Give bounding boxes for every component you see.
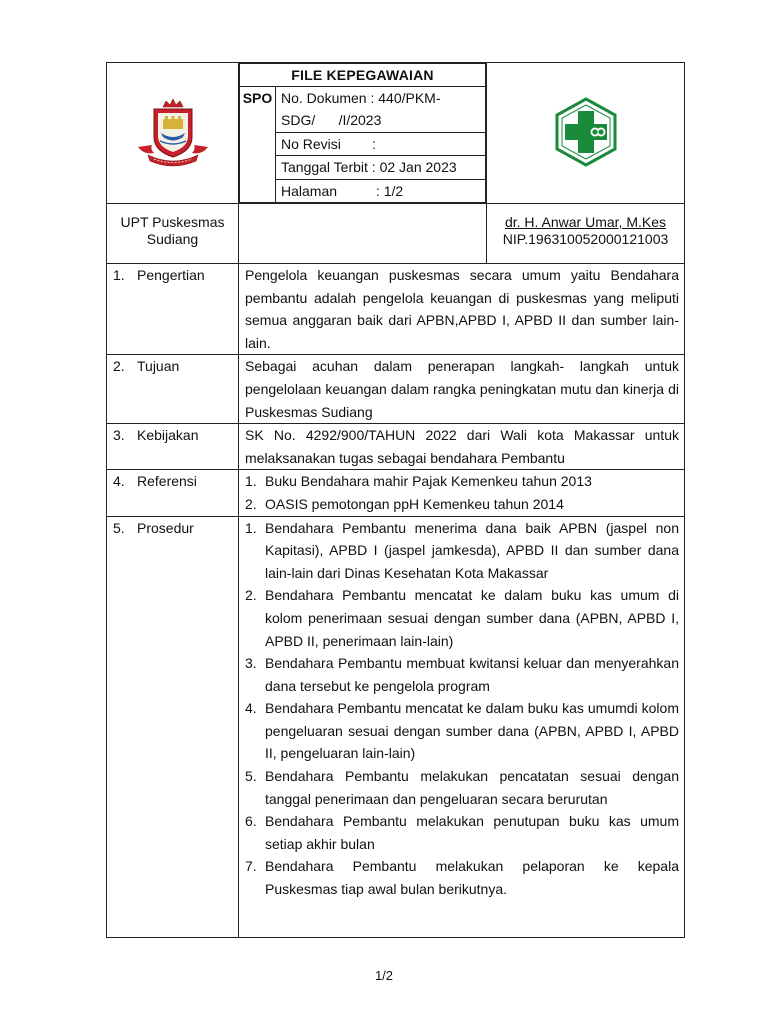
page-number: 1/2 xyxy=(374,968,394,983)
item-text: Bendahara Pembantu melakukan pencatatan sesuai dengan tanggal penerimaan dan pengeluaran secara berurutan xyxy=(265,768,679,807)
unit-name-line2: Sudiang xyxy=(146,231,199,247)
referensi-list xyxy=(245,470,679,515)
item-text: Bendahara Pembantu melakukan pelaporan ke kepala Puskesmas tiap awal bulan berikutnya. xyxy=(265,858,679,898)
list-item xyxy=(245,855,679,900)
section-row-kebijakan xyxy=(107,424,685,470)
section-label-kebijakan xyxy=(107,424,239,470)
section-title: Pengertian xyxy=(137,267,205,283)
prosedur-list xyxy=(245,517,679,901)
item-text: Buku Bendahara mahir Pajak Kemenkeu tahun 2013 xyxy=(265,473,592,490)
header-info-cell xyxy=(239,63,487,204)
item-text: Bendahara Pembantu mencatat ke dalam buku kas umumdi kolom pengeluaran sesuai dengan sumber dana (APBN, APBD I, APBD II, pengeluaran lain-lain) xyxy=(265,700,679,762)
no-dokumen-line2: SDG/ /I/2023 xyxy=(281,112,382,128)
puskesmas-green-cross-logo xyxy=(551,97,621,167)
header-row xyxy=(107,63,685,204)
item-number: 7. xyxy=(245,858,257,875)
list-item xyxy=(245,697,679,765)
document-title: FILE KEPEGAWAIAN xyxy=(240,64,486,87)
header-info-table xyxy=(239,63,486,203)
item-text: Bendahara Pembantu mencatat ke dalam buku kas umum di kolom penerimaan sesuai dengan sumber dana (APBN, APBD I, APBD II, penerimaan lain-lain) xyxy=(265,587,679,649)
section-title: Prosedur xyxy=(137,519,194,536)
list-item xyxy=(245,810,679,855)
section-number: 4. xyxy=(113,473,125,490)
tanggal-terbit: Tanggal Terbit : 02 Jan 2023 xyxy=(276,156,486,180)
signature-blank xyxy=(239,204,487,264)
unit-name-line1: UPT Puskesmas xyxy=(120,214,225,230)
section-list-referensi xyxy=(239,470,685,516)
signatory-block xyxy=(487,204,685,264)
section-title: Tujuan xyxy=(137,358,180,375)
section-number: 1. xyxy=(113,267,125,283)
section-row-tujuan xyxy=(107,355,685,424)
list-item xyxy=(245,517,679,585)
section-text-tujuan: Sebagai acuhan dalam penerapan langkah- langkah untuk pengelolaan keuangan dalam rangka peningkatan mutu dan kinerja di Puskesmas Sudiang xyxy=(239,355,685,424)
section-text-pengertian: Pengelola keuangan puskesmas secara umum yaitu Bendahara pembantu adalah pengelola keuangan di puskesmas yang meliputi semua anggaran baik dari APBN,APBD I, APBD II dan sumber lain-lain. xyxy=(239,264,685,355)
halaman: Halaman : 1/2 xyxy=(276,180,486,203)
left-logo-cell xyxy=(107,63,239,204)
list-item xyxy=(245,652,679,697)
section-row-pengertian xyxy=(107,264,685,355)
section-label-referensi xyxy=(107,470,239,516)
section-text-kebijakan: SK No. 4292/900/TAHUN 2022 dari Wali kota Makassar untuk melaksanakan tugas sebagai bendahara Pembantu xyxy=(239,424,685,470)
item-number: 6. xyxy=(245,813,257,830)
signatory-nip: NIP.196310052000121003 xyxy=(502,231,669,247)
list-item xyxy=(245,470,679,493)
item-text: Bendahara Pembantu membuat kwitansi keluar dan menyerahkan dana tersebut ke pengelola program xyxy=(265,655,679,694)
signatory-name: dr. H. Anwar Umar, M.Kes xyxy=(504,214,667,230)
item-number: 1. xyxy=(245,473,257,490)
item-number: 4. xyxy=(245,700,257,717)
item-number: 3. xyxy=(245,655,257,672)
section-row-prosedur xyxy=(107,516,685,937)
section-list-prosedur xyxy=(239,516,685,937)
section-row-referensi xyxy=(107,470,685,516)
item-number: 1. xyxy=(245,519,257,536)
list-item xyxy=(245,584,679,652)
signatory-row xyxy=(107,204,685,264)
section-label-tujuan xyxy=(107,355,239,424)
no-revisi: No Revisi : xyxy=(276,133,486,156)
item-text: Bendahara Pembantu menerima dana baik APBN (jaspel non Kapitasi), APBD I (jaspel jamkesda), APBD II dan sumber dana lain-lain dari Dinas Kesehatan Kota Makassar xyxy=(265,519,679,581)
item-number: 2. xyxy=(245,587,257,604)
unit-name xyxy=(107,204,239,264)
city-emblem-logo xyxy=(136,97,210,167)
spo-document-table xyxy=(106,62,685,938)
section-number: 5. xyxy=(113,519,125,536)
no-dokumen-line1: No. Dokumen : 440/PKM- xyxy=(281,90,441,106)
section-number: 2. xyxy=(113,358,125,375)
item-number: 5. xyxy=(245,768,257,785)
section-label-pengertian xyxy=(107,264,239,355)
section-number: 3. xyxy=(113,427,125,444)
section-title: Referensi xyxy=(137,473,197,490)
list-item xyxy=(245,493,679,516)
item-text: OASIS pemotongan ppH Kemenkeu tahun 2014 xyxy=(265,495,564,512)
item-number: 2. xyxy=(245,495,257,512)
section-title: Kebijakan xyxy=(137,427,199,444)
section-label-prosedur xyxy=(107,516,239,937)
list-item xyxy=(245,765,679,810)
right-logo-cell xyxy=(487,63,685,204)
no-dokumen xyxy=(276,87,486,133)
item-text: Bendahara Pembantu melakukan penutupan buku kas umum setiap akhir bulan xyxy=(265,813,679,852)
spo-label: SPO xyxy=(240,87,276,203)
